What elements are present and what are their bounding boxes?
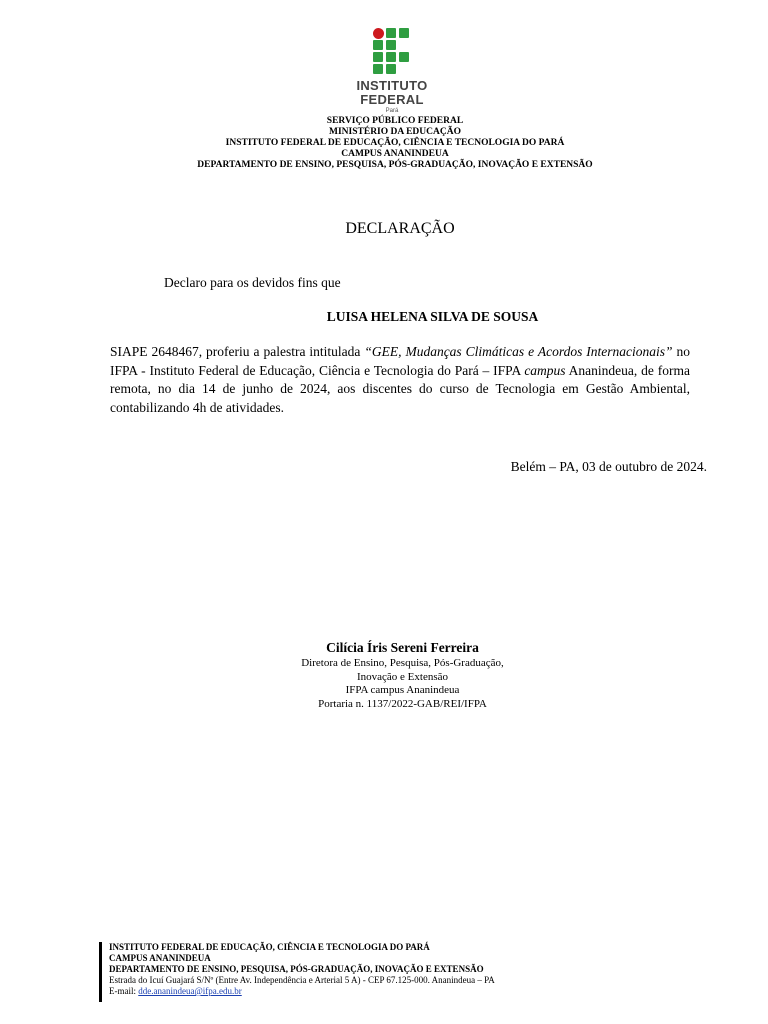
declared-person-name: LUISA HELENA SILVA DE SOUSA [326, 309, 539, 324]
logo-mark-icon [373, 28, 411, 74]
document-title: DECLARAÇÃO [345, 220, 455, 237]
signatory-role-line1: Diretora de Ensino, Pesquisa, Pós-Graduação, [301, 657, 504, 669]
document-date: Belém – PA, 03 de outubro de 2024. [510, 459, 707, 474]
page-footer [99, 942, 495, 1002]
signatory-role-line3: IFPA campus Ananindeua [345, 684, 460, 696]
body-text-part2: no IFPA - Instituto Federal de Educação, Ciência e Tecnologia do Pará – IFPA [110, 344, 691, 378]
signatory-role-line4: Portaria n. 1137/2022-GAB/REI/IFPA [318, 697, 487, 710]
body-text-part1: SIAPE 2648467, proferiu a palestra intitulada [110, 344, 365, 359]
campus-word: campus [524, 362, 566, 378]
signature-block [0, 639, 768, 711]
header-line-servico: SERVIÇO PÚBLICO FEDERAL [326, 116, 464, 126]
logo-text-instituto: INSTITUTO [356, 78, 428, 93]
declaration-body [110, 343, 690, 417]
lecture-title: “GEE, Mudanças Climáticas e Acordos Internacionais” [364, 344, 673, 359]
institution-logo [352, 28, 432, 118]
footer-email-label: E-mail: [109, 986, 139, 996]
footer-address: Estrada do Icuí Guajará S/Nº (Entre Av. Independência e Arterial 5 A) - CEP 67.125-000. Ananindeua – PA [109, 975, 495, 985]
signatory-name: Cilícia Íris Sereni Ferreira [326, 640, 479, 655]
header-line-instituto: INSTITUTO FEDERAL DE EDUCAÇÃO, CIÊNCIA E TECNOLOGIA DO PARÁ [225, 138, 565, 148]
logo-text-para: Pará [385, 108, 399, 114]
header-line-departamento: DEPARTAMENTO DE ENSINO, PESQUISA, PÓS-GRADUAÇÃO, INOVAÇÃO E EXTENSÃO [197, 160, 593, 170]
header-line-ministerio: MINISTÉRIO DA EDUCAÇÃO [329, 127, 461, 137]
intro-text: Declaro para os devidos fins que [164, 275, 341, 290]
letterhead [0, 116, 768, 171]
footer-line-campus: CAMPUS ANANINDEUA [109, 953, 211, 963]
signatory-role-line2: Inovação e Extensão [356, 670, 448, 683]
footer-email-link[interactable]: dde.ananindeua@ifpa.edu.br [138, 986, 242, 996]
logo-text-federal: FEDERAL [360, 92, 424, 107]
footer-line-instituto: INSTITUTO FEDERAL DE EDUCAÇÃO, CIÊNCIA E TECNOLOGIA DO PARÁ [109, 942, 430, 952]
footer-email-line [109, 986, 495, 997]
header-line-campus: CAMPUS ANANINDEUA [341, 149, 449, 159]
body-text-part3: Ananindeua, de forma remota, no dia 14 de junho de 2024, aos discentes do curso de Tecnologia em Gestão Ambiental, contabilizando 4h de atividades. [110, 362, 690, 415]
footer-line-departamento: DEPARTAMENTO DE ENSINO, PESQUISA, PÓS-GRADUAÇÃO, INOVAÇÃO E EXTENSÃO [109, 964, 484, 974]
